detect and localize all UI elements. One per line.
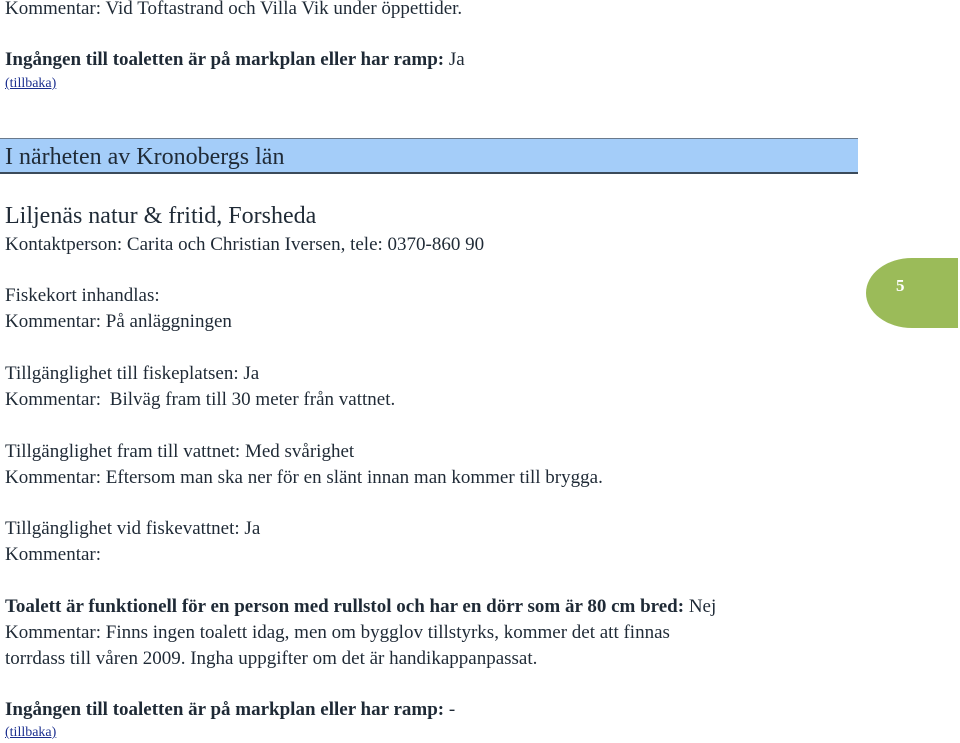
comment-value: Bilväg fram till 30 meter från vattnet. xyxy=(109,389,396,410)
comment-label: Kommentar: xyxy=(5,622,102,643)
access-at-water-line xyxy=(5,517,260,541)
back-link-bottom[interactable]: (tillbaka) xyxy=(5,725,57,740)
comment-value: Finns ingen toalett idag, men om bygglov tillstyrks, kommer det att finnas xyxy=(105,622,670,643)
toilet-entrance-line-top xyxy=(5,48,465,72)
toilet-comment-line-2: torrdass till våren 2009. Ingha uppgifter om det är handikappanpassat. xyxy=(5,648,538,669)
access-at-water-label: Tillgänglighet vid fiskevattnet: xyxy=(5,518,240,539)
back-link-top[interactable]: (tillbaka) xyxy=(5,76,57,91)
access-water-line xyxy=(5,440,354,464)
comment-label: Kommentar: xyxy=(5,311,102,332)
comment-value: Eftersom man ska ner för en slänt innan man kommer till brygga. xyxy=(105,467,603,488)
access-at-water-value: Ja xyxy=(244,518,261,539)
toilet-entrance-line-bottom xyxy=(5,698,455,722)
page-number-badge xyxy=(866,258,958,328)
toilet-entrance-label: Ingången till toaletten är på markplan eller har ramp: xyxy=(5,699,445,720)
access-water-label: Tillgänglighet fram till vattnet: xyxy=(5,441,241,462)
contact-line: Kontaktperson: Carita och Christian Iversen, tele: 0370-860 90 xyxy=(5,234,485,255)
toilet-label: Toalett är funktionell för en person med rullstol och har en dörr som är 80 cm bred: xyxy=(5,596,685,617)
access-site-line xyxy=(5,362,259,386)
access-water-comment-line xyxy=(5,466,603,490)
comment-value: Vid Toftastrand och Villa Vik under öppettider. xyxy=(105,0,463,19)
toilet-entrance-value: - xyxy=(448,699,456,720)
place-name: Liljenäs natur & fritid, Forsheda xyxy=(5,203,317,229)
fishing-license-label: Fiskekort inhandlas: xyxy=(5,285,160,306)
comment-label: Kommentar: xyxy=(5,0,102,19)
region-header-bar xyxy=(0,138,858,174)
access-site-value: Ja xyxy=(243,363,260,384)
region-title: I närheten av Kronobergs län xyxy=(5,144,285,170)
comment-value: På anläggningen xyxy=(105,311,232,332)
comment-label: Kommentar: xyxy=(5,389,102,410)
toilet-value: Nej xyxy=(688,596,717,617)
comment-label: Kommentar: xyxy=(5,467,102,488)
access-site-comment-line xyxy=(5,388,395,412)
top-comment-line xyxy=(5,0,462,21)
toilet-comment-line-1 xyxy=(5,621,670,645)
access-at-water-comment-label: Kommentar: xyxy=(5,544,102,565)
fishing-license-comment-line xyxy=(5,310,232,334)
access-water-value: Med svårighet xyxy=(244,441,355,462)
access-site-label: Tillgänglighet till fiskeplatsen: xyxy=(5,363,239,384)
toilet-entrance-value: Ja xyxy=(448,49,465,70)
page-number: 5 xyxy=(896,276,905,295)
toilet-entrance-label: Ingången till toaletten är på markplan eller har ramp: xyxy=(5,49,445,70)
toilet-line xyxy=(5,595,716,619)
